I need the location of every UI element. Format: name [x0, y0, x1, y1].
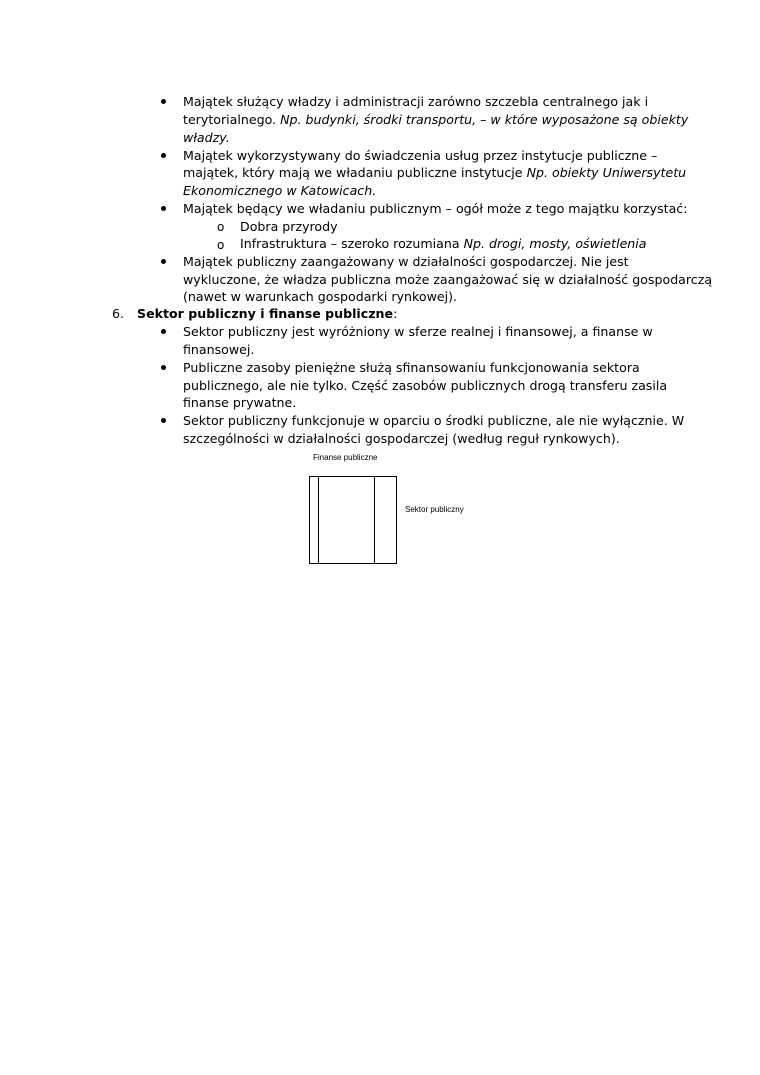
bullet	[161, 365, 166, 370]
list-b-item3-line2: szczególności w działalności gospodarczej (według reguł rynkowych).	[183, 431, 620, 446]
list-a-item2-line1: Majątek wykorzystywany do świadczenia usług przez instytucje publiczne –	[183, 148, 658, 163]
list-a-item1-line3: władzy.	[183, 130, 230, 145]
list-b-item2-line2: publicznego, ale nie tylko. Część zasobów publicznych drogą transferu zasila	[183, 378, 668, 393]
list-a-item4-line3: (nawet w warunkach gospodarki rynkowej).	[183, 289, 458, 304]
section-heading: Sektor publiczny i finanse publiczne:	[137, 306, 398, 321]
bullet	[161, 418, 166, 423]
sub-bullet: o	[217, 238, 225, 252]
list-b-item3-line1: Sektor publiczny funkcjonuje w oparciu o środki publiczne, ale nie wyłącznie. W	[183, 413, 685, 428]
diagram-divider-right	[374, 476, 375, 564]
list-b-item1-line2: finansowej.	[183, 342, 255, 357]
section-number: 6.	[112, 306, 125, 321]
list-a-item2-line3: Ekonomicznego w Katowicach.	[183, 183, 377, 198]
bullet	[161, 329, 166, 334]
list-a-item3-sub1: Dobra przyrody	[240, 219, 338, 234]
list-b-item2-line1: Publiczne zasoby pieniężne służą sfinansowaniu funkcjonowania sektora	[183, 360, 640, 375]
list-a-item3-line1: Majątek będący we władaniu publicznym – ogół może z tego majątku korzystać:	[183, 201, 688, 216]
list-a-item4-line2: wykluczone, że władza publiczna może zaangażować się w działalność gospodarczą	[183, 272, 713, 287]
list-b-item2-line3: finanse prywatne.	[183, 395, 297, 410]
diagram-divider-left	[318, 476, 319, 564]
bullet	[161, 206, 166, 211]
sub-bullet: o	[217, 220, 225, 234]
list-a-item1-line1: Majątek służący władzy i administracji zarówno szczebla centralnego jak i	[183, 94, 649, 109]
list-a-item1-line2: terytorialnego. Np. budynki, środki transportu, – w które wyposażone są obiekty	[183, 112, 689, 127]
list-b-item1-line1: Sektor publiczny jest wyróżniony w sferze realnej i finansowej, a finanse w	[183, 324, 653, 339]
list-a-item3-sub2: Infrastruktura – szeroko rozumiana Np. drogi, mosty, oświetlenia	[240, 236, 647, 251]
diagram-label-finanse-publiczne: Finanse publiczne	[313, 453, 378, 462]
bullet	[161, 99, 166, 104]
bullet	[161, 153, 166, 158]
diagram-label-sektor-publiczny: Sektor publiczny	[405, 505, 464, 514]
list-a-item4-line1: Majątek publiczny zaangażowany w działalności gospodarczej. Nie jest	[183, 254, 629, 269]
list-a-item2-line2: majątek, który mają we władaniu publiczne instytucje Np. obiekty Uniwersytetu	[183, 165, 687, 180]
diagram-outer-box	[309, 476, 397, 564]
bullet	[161, 259, 166, 264]
